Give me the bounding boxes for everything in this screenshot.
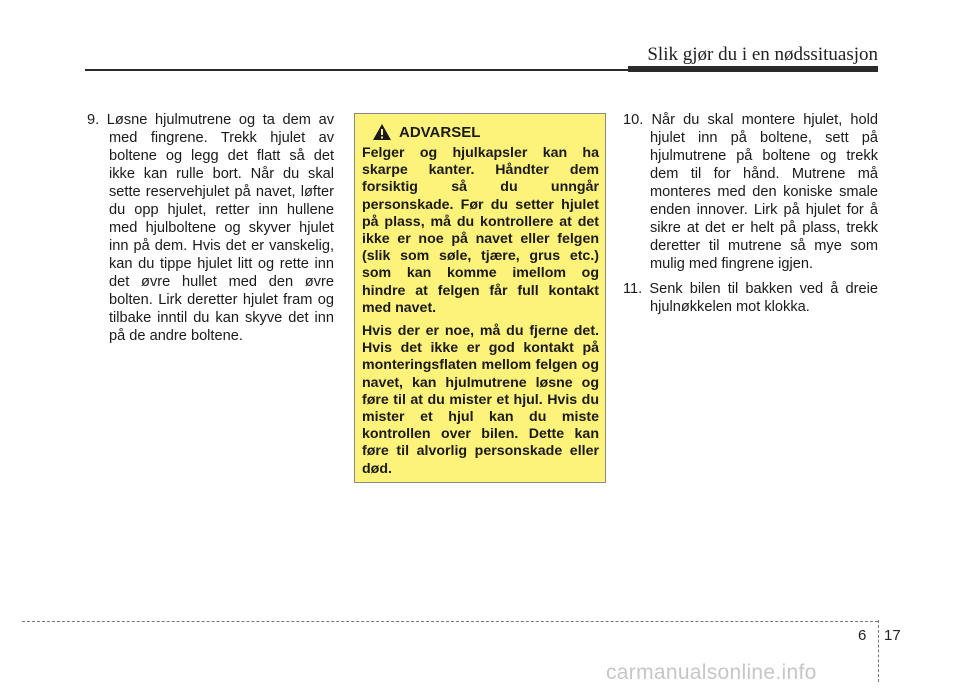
footer-rule (22, 621, 878, 622)
warning-title: ADVARSEL (399, 123, 481, 141)
chapter-number: 6 (858, 627, 867, 644)
watermark: carmanualsonline.info (606, 661, 817, 684)
left-column (87, 111, 334, 352)
warning-box (354, 113, 606, 483)
step-9-text: 9. Løsne hjulmutrene og ta dem av med fingrene. Trekk hjulet av boltene og legg det flatt så det ikke kan rulle bort. Når du skal sette reservehjulet på navet, løfter du opp hjulet, retter inn hullene med hjulboltene og skyver hjulet inn på dem. Hvis det er vanskelig, kan du tippe hjulet litt og rette inn det øvre hullet med den øvre bolten. Lirk deretter hjulet fram og tilbake inntil du kan skyve det inn på de andre boltene. (87, 112, 334, 344)
warning-triangle-icon (372, 123, 392, 141)
header-title: Slik gjør du i en nødssituasjon (647, 44, 878, 65)
warning-paragraph-1: Felger og hjulkapsler kan ha skarpe kanter. Håndter dem forsiktig så du unngår personskade. Før du setter hjulet på plass, må du kontrollere at det ikke er noe på navet eller felgen (slik som søle, tjære, grus etc.) som kan komme imellom og hindre at felgen får full kontakt med navet. (362, 145, 599, 316)
page-number: 17 (884, 627, 901, 644)
step-11-text: 11. Senk bilen til bakken ved å dreie hjulnøkkelen mot klokka. (623, 281, 878, 315)
step-10-text: 10. Når du skal montere hjulet, hold hjulet inn på boltene, sett på hjulmutrene på boltene og trekk dem til for hånd. Mutrene må monteres med den koniske smale enden innover. Lirk på hjulet for å sikre at det er helt på plass, trekk deretter til mutrene så mye som mulig med fingrene igjen. (623, 112, 878, 272)
header-rule-accent (628, 66, 878, 72)
right-column (623, 111, 878, 323)
page-number-separator (878, 620, 879, 682)
warning-header (362, 121, 599, 143)
warning-paragraph-2: Hvis der er noe, må du fjerne det. Hvis det ikke er god kontakt på monteringsflaten mellom felgen og navet, kan hjulmutrene løsne og føre til at du mister et hjul. Hvis du mister et hjul kan du miste kontrollen over bilen. Dette kan føre til alvorlig personskade eller død. (362, 323, 599, 477)
